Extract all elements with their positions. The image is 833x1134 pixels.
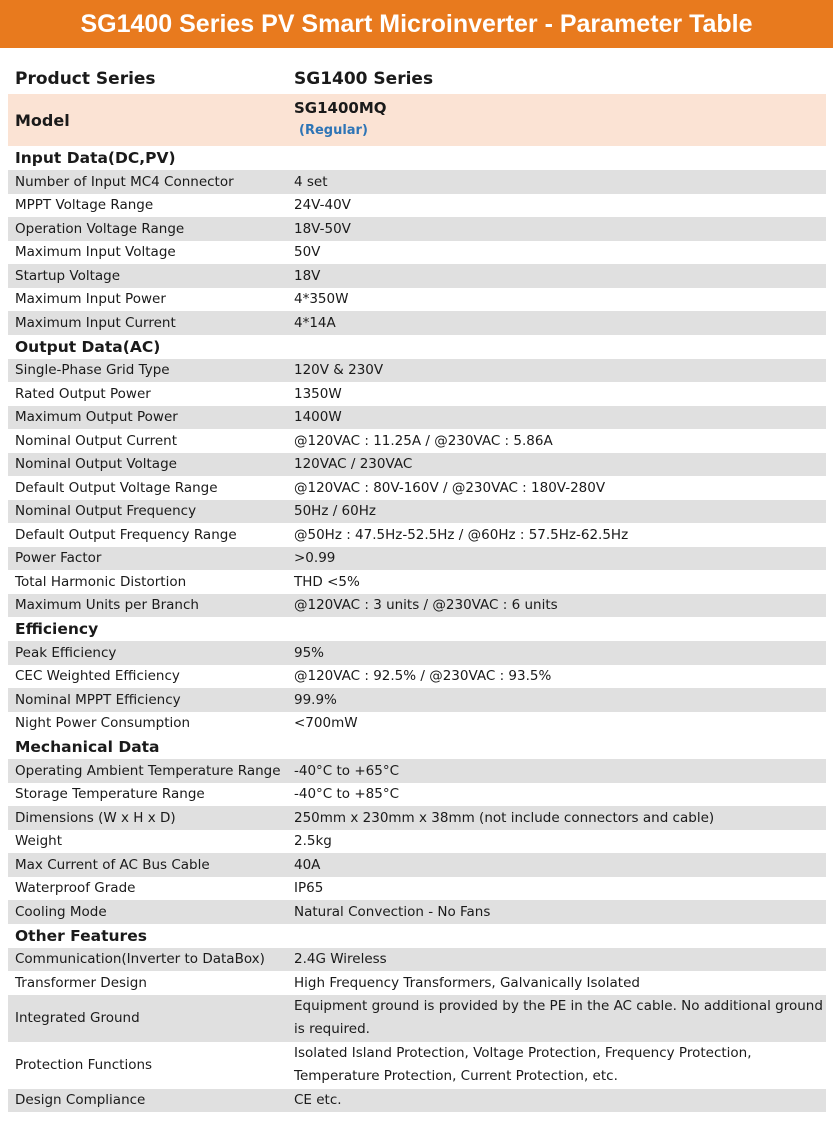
section-heading: Input Data(DC,PV) [8, 146, 826, 170]
parameter-name: Design Compliance [15, 1092, 146, 1109]
parameter-name: Max Current of AC Bus Cable [15, 856, 210, 873]
parameter-value: Natural Convection - No Fans [294, 903, 491, 920]
parameter-value: 50V [294, 244, 321, 261]
parameter-value: 2.4G Wireless [294, 951, 387, 968]
parameter-value: <700mW [294, 715, 358, 732]
parameter-name: Dimensions (W x H x D) [15, 809, 176, 826]
product-series-value: SG1400 Series [294, 69, 434, 89]
parameter-name: Maximum Input Power [15, 291, 166, 308]
parameter-name: Night Power Consumption [15, 715, 191, 732]
parameter-value: @120VAC : 80V-160V / @230VAC : 180V-280V [294, 479, 606, 496]
parameter-value: THD <5% [294, 573, 360, 590]
table-row [8, 971, 826, 995]
parameter-value: 1400W [294, 409, 342, 426]
parameter-table [8, 64, 826, 1112]
parameter-value: Equipment ground is provided by the PE in the AC cable. No additional ground is required. [294, 998, 823, 1037]
parameter-value: 120VAC / 230VAC [294, 456, 413, 473]
table-row [8, 594, 826, 618]
table-row [8, 241, 826, 265]
table-row [8, 1089, 826, 1113]
parameter-name: Protection Functions [15, 1057, 153, 1073]
table-row [8, 453, 826, 477]
table-row [8, 995, 826, 1042]
parameter-name: Power Factor [15, 550, 102, 567]
table-row [8, 264, 826, 288]
parameter-name: Cooling Mode [15, 903, 107, 920]
table-row [8, 288, 826, 312]
parameter-value: 4*14A [294, 314, 336, 331]
table-row [8, 783, 826, 807]
parameter-name: Default Output Frequency Range [15, 526, 237, 543]
parameter-name: Weight [15, 833, 63, 850]
table-row [8, 641, 826, 665]
table-row [8, 406, 826, 430]
parameter-value: >0.99 [294, 550, 336, 567]
table-row [8, 853, 826, 877]
parameter-name: Waterproof Grade [15, 880, 136, 897]
parameter-name: Operation Voltage Range [15, 220, 185, 237]
model-variant: (Regular) [299, 122, 368, 138]
table-row [8, 759, 826, 783]
section-heading: Efficiency [8, 617, 826, 641]
parameter-value: 99.9% [294, 691, 337, 708]
parameter-value: 250mm x 230mm x 38mm (not include connectors and cable) [294, 809, 715, 826]
parameter-name: Nominal MPPT Efficiency [15, 691, 181, 708]
parameter-value: @120VAC : 92.5% / @230VAC : 93.5% [294, 668, 552, 685]
table-row [8, 523, 826, 547]
parameter-value: -40°C to +85°C [294, 786, 400, 803]
parameter-value: Isolated Island Protection, Voltage Protection, Frequency Protection, Temperature Protection, Current Protection, etc. [294, 1045, 752, 1084]
table-row [8, 500, 826, 524]
parameter-name: Nominal Output Voltage [15, 456, 177, 473]
parameter-name: Maximum Input Voltage [15, 244, 176, 261]
table-row [8, 900, 826, 924]
parameter-value: 2.5kg [294, 833, 332, 850]
parameter-name: Total Harmonic Distortion [15, 573, 187, 590]
parameter-value: IP65 [294, 880, 324, 897]
parameter-value: CE etc. [294, 1092, 342, 1109]
table-row [8, 948, 826, 972]
parameter-value: 24V-40V [294, 197, 351, 214]
parameter-name: CEC Weighted Efficiency [15, 668, 180, 685]
parameter-value: 1350W [294, 385, 342, 402]
table-row [8, 382, 826, 406]
section-heading: Other Features [8, 924, 826, 948]
table-row [8, 830, 826, 854]
parameter-name: Maximum Input Current [15, 314, 176, 331]
parameter-value: High Frequency Transformers, Galvanically Isolated [294, 974, 640, 991]
parameter-value: 4*350W [294, 291, 349, 308]
parameter-name: Storage Temperature Range [15, 786, 205, 803]
model-value-cell [287, 98, 826, 138]
parameter-value: 18V [294, 267, 321, 284]
parameter-name: MPPT Voltage Range [15, 197, 154, 214]
parameter-name: Communication(Inverter to DataBox) [15, 951, 265, 968]
model-name: SG1400MQ [294, 98, 387, 117]
parameter-name: Maximum Output Power [15, 409, 178, 426]
parameter-name: Rated Output Power [15, 385, 151, 402]
parameter-value: @120VAC : 11.25A / @230VAC : 5.86A [294, 432, 553, 449]
table-row [8, 570, 826, 594]
table-row [8, 359, 826, 383]
table-row [8, 217, 826, 241]
table-row [8, 194, 826, 218]
table-row [8, 170, 826, 194]
product-series-label: Product Series [15, 69, 156, 89]
table-row [8, 429, 826, 453]
table-row [8, 712, 826, 736]
page-title-banner [0, 0, 833, 48]
parameter-value: 40A [294, 856, 321, 873]
parameter-value: 120V & 230V [294, 362, 384, 379]
parameter-value: 95% [294, 644, 325, 661]
parameter-value: 18V-50V [294, 220, 351, 237]
parameter-name: Nominal Output Frequency [15, 503, 197, 520]
table-row [8, 806, 826, 830]
parameter-name: Startup Voltage [15, 267, 121, 284]
parameter-name: Default Output Voltage Range [15, 479, 218, 496]
parameter-name: Integrated Ground [15, 1010, 140, 1026]
section-heading: Mechanical Data [8, 735, 826, 759]
parameter-name: Single-Phase Grid Type [15, 362, 170, 379]
section-heading: Output Data(AC) [8, 335, 826, 359]
parameter-name: Number of Input MC4 Connector [15, 173, 234, 190]
table-row [8, 665, 826, 689]
parameter-name: Peak Efficiency [15, 644, 117, 661]
parameter-value: @120VAC : 3 units / @230VAC : 6 units [294, 597, 558, 614]
sections-container [8, 146, 826, 1112]
table-row [8, 688, 826, 712]
parameter-value: 4 set [294, 173, 328, 190]
parameter-name: Maximum Units per Branch [15, 597, 199, 614]
table-row [8, 547, 826, 571]
parameter-value: @50Hz : 47.5Hz-52.5Hz / @60Hz : 57.5Hz-62.5Hz [294, 526, 629, 543]
parameter-name: Transformer Design [15, 974, 147, 991]
parameter-value: 50Hz / 60Hz [294, 503, 376, 520]
parameter-name: Nominal Output Current [15, 432, 178, 449]
product-series-row [8, 64, 826, 94]
parameter-value: -40°C to +65°C [294, 762, 400, 779]
table-row [8, 476, 826, 500]
table-row [8, 877, 826, 901]
page-title: SG1400 Series PV Smart Microinverter - Parameter Table [80, 9, 753, 38]
model-label: Model [15, 110, 70, 130]
model-row [8, 94, 826, 146]
parameter-name: Operating Ambient Temperature Range [15, 762, 281, 779]
table-row [8, 311, 826, 335]
table-row [8, 1042, 826, 1089]
